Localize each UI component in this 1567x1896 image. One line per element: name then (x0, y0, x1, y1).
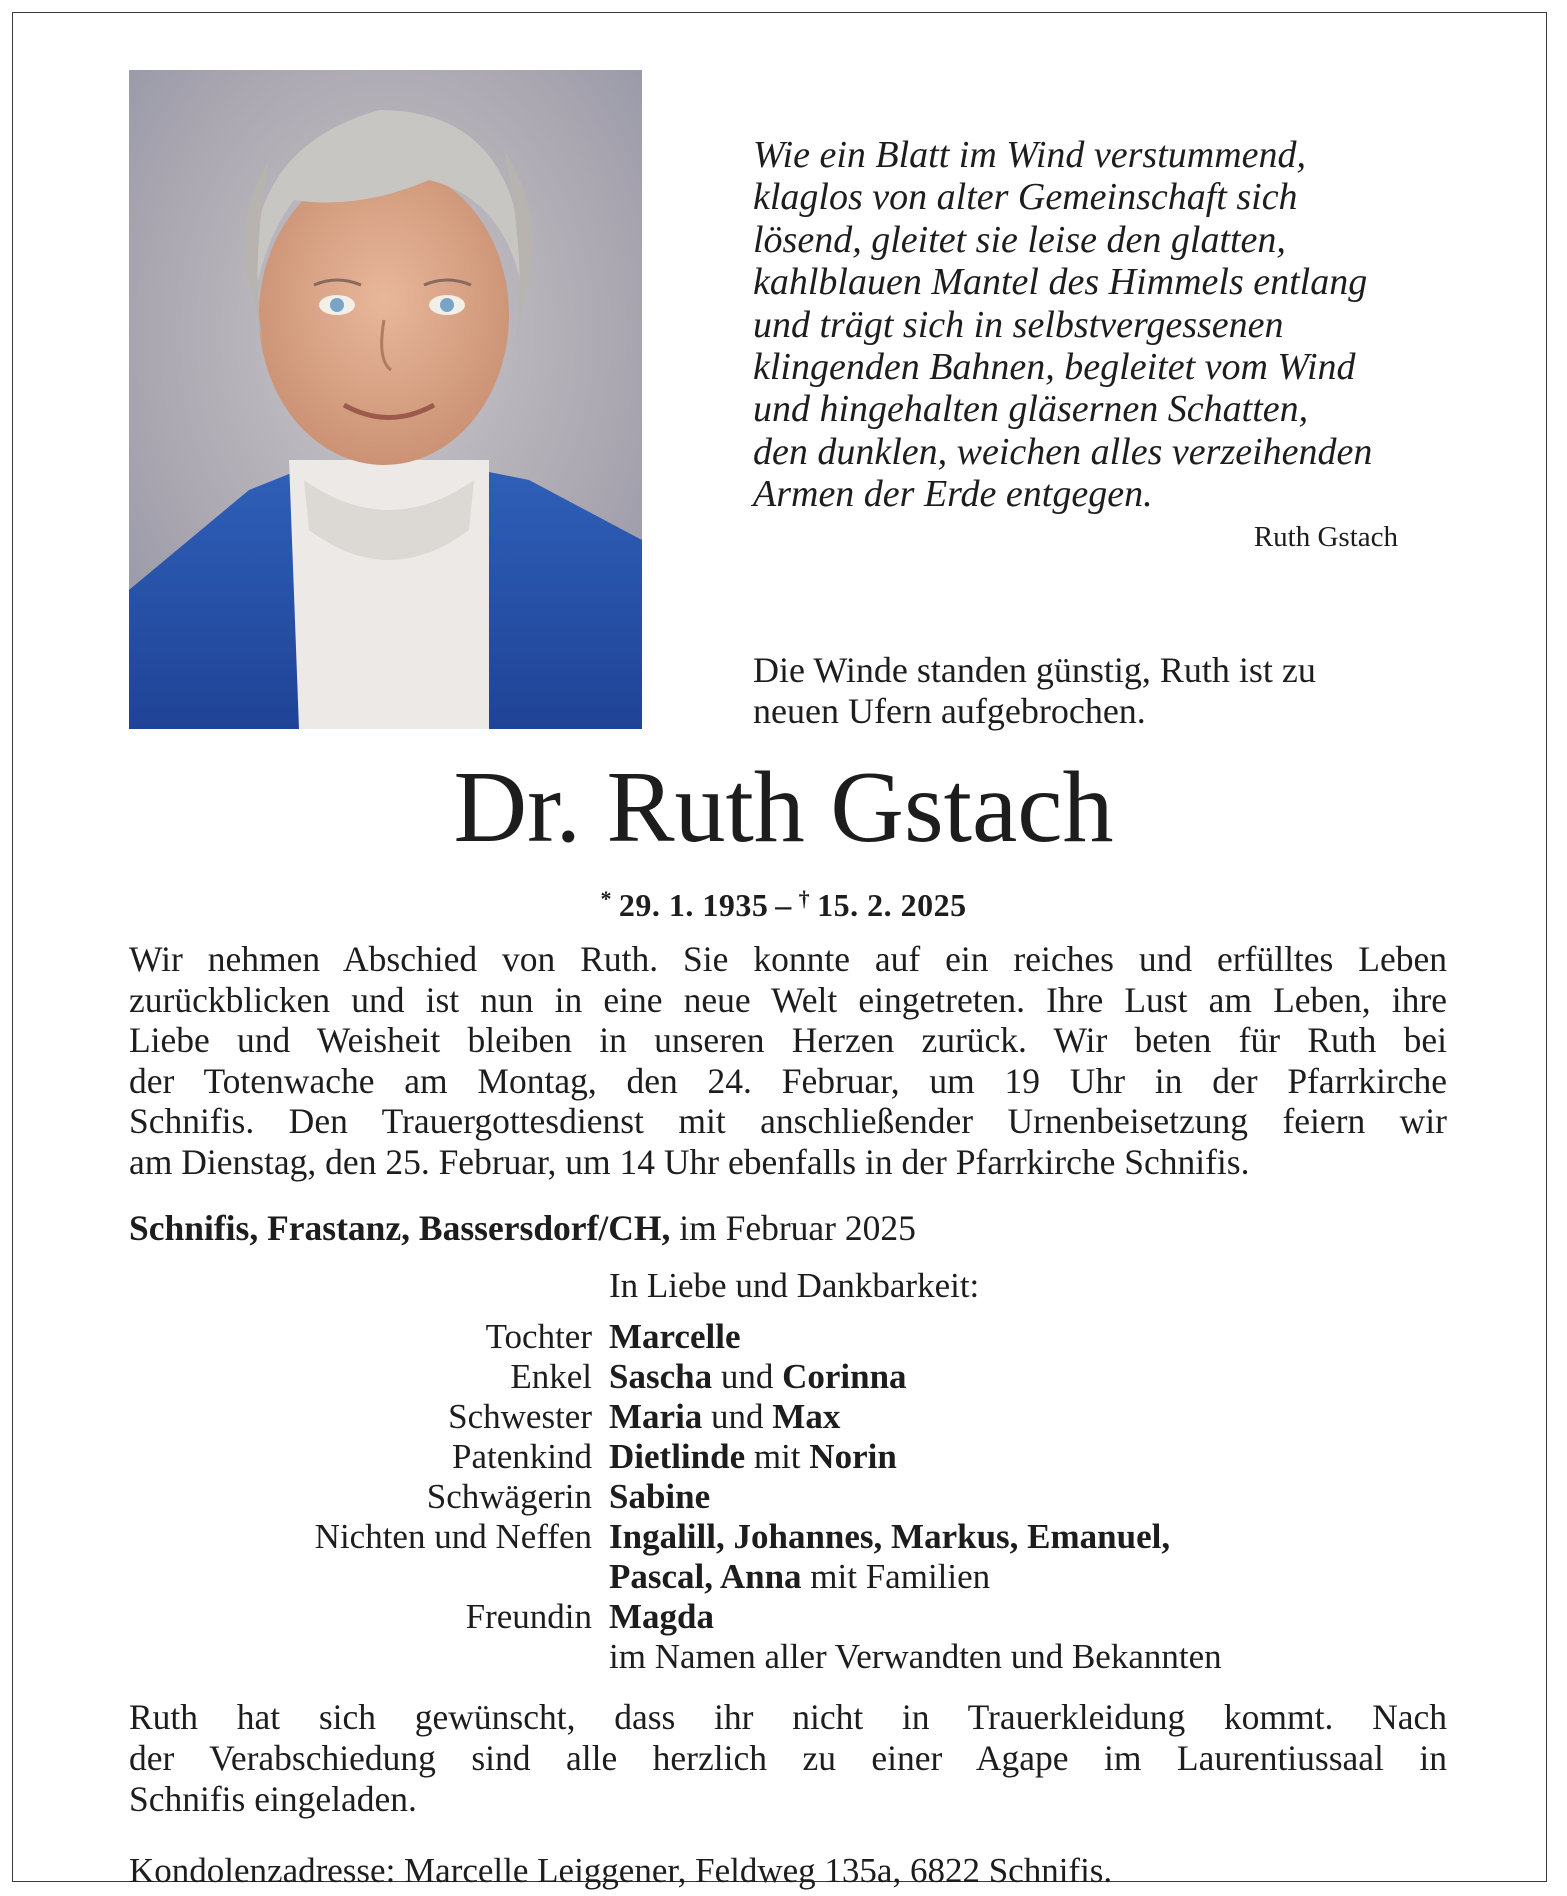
mourner-connector: im Namen aller Verwandten und Bekannten (609, 1637, 1222, 1676)
mourner-relation: Nichten und Neffen (314, 1517, 592, 1556)
poem-line: klaglos von alter Gemeinschaft sich (753, 176, 1298, 219)
mourner-connector: und (702, 1397, 773, 1436)
mourner-name: Max (772, 1397, 841, 1436)
mourner-row (0, 1597, 1567, 1637)
farewell-text (129, 939, 1447, 1183)
mourner-name: Maria (609, 1397, 703, 1436)
mourner-names (609, 1397, 840, 1437)
poem-line: klingenden Bahnen, begleitet vom Wind (753, 346, 1356, 389)
mourner-connector: mit Familien (801, 1557, 991, 1596)
mourner-name: Corinna (782, 1357, 907, 1396)
mourner-name: Sascha (609, 1357, 713, 1396)
death-symbol: † (798, 886, 811, 911)
intro-line: neuen Ufern aufgebrochen. (753, 691, 1146, 731)
intro-text (753, 650, 1473, 732)
mourner-name: Dietlinde (609, 1437, 746, 1476)
birth-date: 29. 1. 1935 (618, 887, 769, 923)
mourners-list (0, 1317, 1567, 1677)
intro-line: Die Winde standen günstig, Ruth ist zu (753, 650, 1316, 690)
body-line: Liebe und Weisheit bleiben in unseren Herzen zurück. Wir beten für Ruth bei (129, 1020, 1447, 1061)
condolence-address: Kondolenzadresse: Marcelle Leiggener, Feldweg 135a, 6822 Schnifis. (129, 1851, 1113, 1890)
place-date: im Februar 2025 (670, 1208, 916, 1248)
body-line: Wir nehmen Abschied von Ruth. Sie konnte auf ein reiches und erfülltes Leben (129, 939, 1447, 979)
death-date: 15. 2. 2025 (817, 887, 967, 923)
mourner-name: Pascal, Anna (609, 1557, 802, 1596)
places: Schnifis, Frastanz, Bassersdorf/CH, (129, 1208, 671, 1248)
poem-line: und hingehalten gläsernen Schatten, (753, 388, 1309, 431)
mourner-row (0, 1437, 1567, 1477)
portrait-photo (129, 70, 642, 729)
mourner-names (609, 1517, 1170, 1557)
closing-text (129, 1697, 1447, 1819)
mourner-row (0, 1557, 1567, 1597)
poem-line: Armen der Erde entgegen. (753, 473, 1153, 516)
mourner-relation: Schwester (448, 1397, 592, 1436)
poem-line: den dunklen, weichen alles verzeihenden (753, 430, 1373, 473)
places-and-date (129, 1206, 916, 1250)
mourner-connector: mit (745, 1437, 810, 1476)
mourner-names (609, 1557, 990, 1597)
mourner-relation: Freundin (465, 1597, 592, 1636)
mourner-relation: Enkel (510, 1357, 592, 1396)
deceased-name: Dr. Ruth Gstach (453, 751, 1114, 864)
thanks-heading: In Liebe und Dankbarkeit: (609, 1266, 980, 1305)
poem-line: Wie ein Blatt im Wind verstummend, (753, 134, 1307, 176)
mourner-names (609, 1317, 741, 1357)
mourner-names (609, 1357, 907, 1397)
mourner-name: Ingalill, Johannes, Markus, Emanuel, (609, 1517, 1171, 1556)
body-line: Schnifis. Den Trauergottesdienst mit anschließender Urnenbeisetzung feiern wir (129, 1101, 1447, 1142)
mourner-row (0, 1357, 1567, 1397)
poem-line: kahlblauen Mantel des Himmels entlang (753, 261, 1368, 304)
date-separator: – (775, 887, 792, 923)
mourner-relation: Tochter (485, 1317, 592, 1356)
body-line: am Dienstag, den 25. Februar, um 14 Uhr ebenfalls in der Pfarrkirche Schnifis. (129, 1141, 1250, 1182)
birth-symbol: * (600, 886, 612, 911)
mourner-names (609, 1477, 710, 1517)
mourner-relation: Schwägerin (426, 1477, 592, 1516)
memorial-poem (753, 134, 1453, 516)
life-dates (0, 877, 1567, 927)
body-line: zurückblicken und ist nun in eine neue Welt eingetreten. Ihre Lust am Leben, ihre (129, 979, 1447, 1020)
mourner-names (609, 1597, 714, 1637)
mourner-row (0, 1517, 1567, 1557)
mourner-row (0, 1397, 1567, 1437)
poem-line: und trägt sich in selbstvergessenen (753, 303, 1284, 346)
mourner-relation: Patenkind (452, 1437, 592, 1476)
mourner-name: Marcelle (609, 1317, 741, 1356)
mourner-connector: und (712, 1357, 783, 1396)
mourner-row (0, 1477, 1567, 1517)
mourner-names (609, 1637, 1222, 1677)
poem-author: Ruth Gstach (1253, 521, 1398, 553)
mourner-name: Norin (809, 1437, 897, 1476)
mourner-name: Magda (609, 1597, 714, 1636)
closing-line: Ruth hat sich gewünscht, dass ihr nicht in Trauerkleidung kommt. Nach (129, 1697, 1447, 1737)
mourner-name: Sabine (609, 1477, 711, 1516)
mourner-row (0, 1637, 1567, 1677)
poem-line: lösend, gleitet sie leise den glatten, (753, 218, 1286, 261)
mourner-row (0, 1317, 1567, 1357)
closing-line: der Verabschiedung sind alle herzlich zu einer Agape im Laurentiussaal in (129, 1737, 1447, 1778)
body-line: der Totenwache am Montag, den 24. Februar, um 19 Uhr in der Pfarrkirche (129, 1060, 1447, 1101)
closing-line: Schnifis eingeladen. (129, 1778, 417, 1819)
mourner-names (609, 1437, 897, 1477)
